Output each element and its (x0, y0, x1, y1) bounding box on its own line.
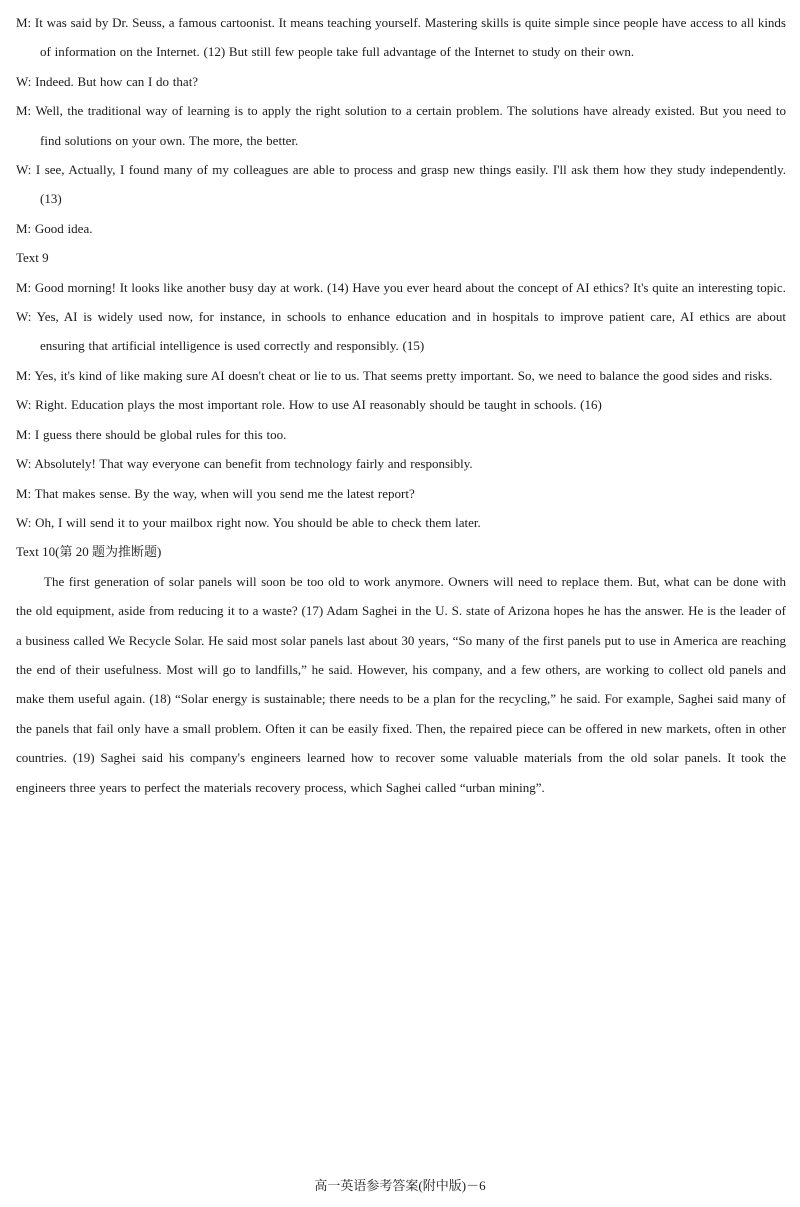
dialogue-line: M: That makes sense. By the way, when will you send me the latest report? (16, 485, 415, 501)
section-heading-text10: Text 10(第 20 题为推断题) (16, 544, 162, 560)
dialogue-line: W: Oh, I will send it to your mailbox right now. You should be able to check them later. (16, 514, 481, 530)
dialogue-line: W: Right. Education plays the most important role. How to use AI reasonably should be taught in schools. (16) (16, 397, 602, 413)
dialogue-line: W: I see, Actually, I found many of my colleagues are able to process and grasp new things easily. I'll ask them how they study independently. (13) (16, 162, 786, 207)
passage-paragraph: The first generation of solar panels will soon be too old to work anymore. Owners will need to replace them. But, what can be done with the old equipment, aside from reducing it to a waste? (17) Adam Saghei in the U. S. state of Arizona hopes he has the answer. He is the leader of a business called We Recycle Solar. He said most solar panels last about 30 years, “So many of the first panels put to use in America are reaching the end of their usefulness. Most will go to landfills,” he said. However, his company, and a few others, are working to collect old panels and make them useful again. (18) “Solar energy is sustainable; there needs to be a plan for the recycling,” he said. For example, Saghei said many of the panels that fail only have a small problem. Often it can be easily fixed. Then, the repaired piece can be offered in new markets, often in other countries. (19) Saghei said his company's engineers learned how to recover some valuable materials from the old solar panels. It took the engineers three years to perfect the materials recovery process, which Saghei called “urban mining”. (16, 573, 786, 795)
dialogue-line: M: Good morning! It looks like another busy day at work. (14) Have you ever heard about the concept of AI ethics? It's quite an interesting topic. (16, 279, 786, 295)
page-footer: 高一英语参考答案(附中版)－6 (314, 1178, 486, 1193)
dialogue-line: M: Well, the traditional way of learning is to apply the right solution to a certain problem. The solutions have already existed. But you need to find solutions on your own. The more, the better. (16, 103, 786, 148)
page-content (16, 8, 786, 802)
dialogue-line: M: It was said by Dr. Seuss, a famous cartoonist. It means teaching yourself. Mastering skills is quite simple since people have access to all kinds of information on the Internet. (12) But still few people take full advantage of the Internet to study on their own. (16, 15, 786, 60)
dialogue-line: M: Good idea. (16, 220, 93, 236)
dialogue-line: W: Yes, AI is widely used now, for instance, in schools to enhance education and in hospitals to improve patient care, AI ethics are about ensuring that artificial intelligence is used correctly and responsibly. (15) (16, 309, 786, 354)
dialogue-line: M: Yes, it's kind of like making sure AI doesn't cheat or lie to us. That seems pretty important. So, we need to balance the good sides and risks. (16, 367, 773, 383)
dialogue-line: W: Indeed. But how can I do that? (16, 73, 199, 89)
dialogue-line: W: Absolutely! That way everyone can benefit from technology fairly and responsibly. (16, 456, 473, 472)
section-heading-text9: Text 9 (16, 250, 49, 266)
dialogue-line: M: I guess there should be global rules for this too. (16, 426, 287, 442)
